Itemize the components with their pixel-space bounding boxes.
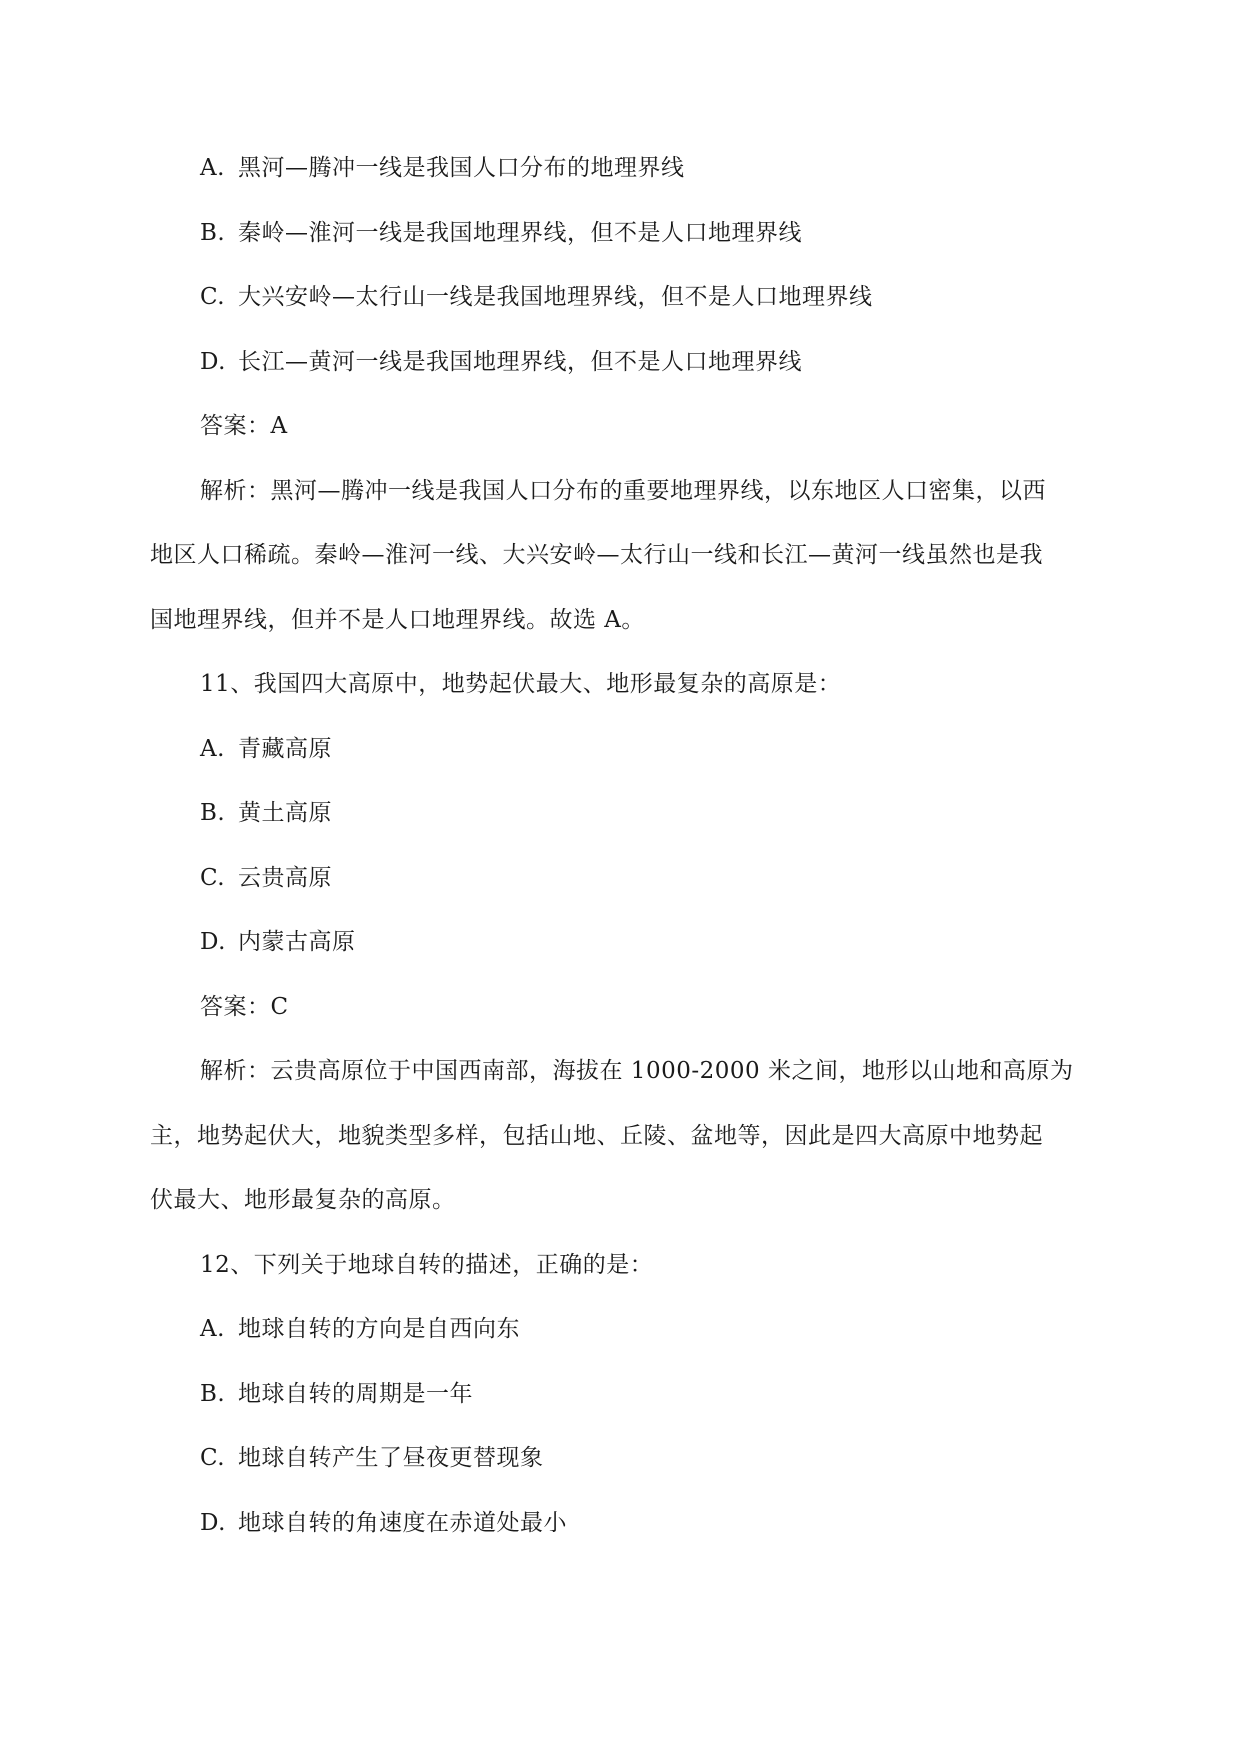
option-text: 青藏高原 bbox=[238, 736, 332, 762]
q10-analysis-line-3: 国地理界线，但并不是人口地理界线。故选 A。 bbox=[150, 607, 645, 633]
q11-option-c bbox=[200, 863, 1150, 893]
option-letter: A. bbox=[200, 1316, 225, 1342]
option-text: 内蒙古高原 bbox=[238, 929, 356, 955]
option-text: 黑河—腾冲一线是我国人口分布的地理界线 bbox=[238, 155, 685, 181]
q11-option-b bbox=[200, 798, 1150, 828]
option-letter: B. bbox=[200, 1381, 226, 1407]
q10-analysis-line-2: 地区人口稀疏。秦岭—淮河一线、大兴安岭—太行山一线和长江—黄河一线虽然也是我 bbox=[150, 542, 1043, 568]
q12-option-c bbox=[200, 1443, 1150, 1473]
option-text: 长江—黄河一线是我国地理界线，但不是人口地理界线 bbox=[238, 349, 802, 375]
option-text: 地球自转的角速度在赤道处最小 bbox=[238, 1510, 567, 1536]
q11-option-a bbox=[200, 734, 1150, 764]
q10-option-d bbox=[200, 347, 1150, 377]
q10-analysis-line-1: 解析：黑河—腾冲一线是我国人口分布的重要地理界线，以东地区人口密集，以西 bbox=[200, 478, 1046, 504]
option-letter: D. bbox=[200, 1510, 226, 1536]
option-letter: D. bbox=[200, 929, 226, 955]
q10-answer: 答案：A bbox=[200, 413, 288, 439]
option-text: 地球自转产生了昼夜更替现象 bbox=[238, 1445, 544, 1471]
q11-analysis-line-1: 解析：云贵高原位于中国西南部，海拔在 1000-2000 米之间，地形以山地和高原为 bbox=[200, 1058, 1074, 1084]
option-text: 地球自转的周期是一年 bbox=[238, 1381, 473, 1407]
option-letter: C. bbox=[200, 865, 226, 891]
option-letter: C. bbox=[200, 1445, 226, 1471]
q11-answer: 答案：C bbox=[200, 994, 289, 1020]
q11-question: 11、我国四大高原中，地势起伏最大、地形最复杂的高原是： bbox=[200, 671, 842, 697]
q10-option-a bbox=[200, 153, 1150, 183]
q11-option-d bbox=[200, 927, 1150, 957]
option-letter: B. bbox=[200, 220, 226, 246]
option-letter: B. bbox=[200, 800, 226, 826]
q12-question: 12、下列关于地球自转的描述，正确的是： bbox=[200, 1252, 654, 1278]
q11-analysis-line-3: 伏最大、地形最复杂的高原。 bbox=[150, 1187, 456, 1213]
q12-option-d bbox=[200, 1508, 1150, 1538]
option-letter: D. bbox=[200, 349, 226, 375]
option-text: 云贵高原 bbox=[238, 865, 332, 891]
q10-option-c bbox=[200, 282, 1150, 312]
q10-option-b bbox=[200, 218, 1150, 248]
q12-option-a bbox=[200, 1314, 1150, 1344]
option-letter: A. bbox=[200, 155, 225, 181]
option-letter: C. bbox=[200, 284, 226, 310]
option-text: 秦岭—淮河一线是我国地理界线，但不是人口地理界线 bbox=[238, 220, 802, 246]
option-text: 地球自转的方向是自西向东 bbox=[238, 1316, 520, 1342]
q11-analysis-line-2: 主，地势起伏大，地貌类型多样，包括山地、丘陵、盆地等，因此是四大高原中地势起 bbox=[150, 1123, 1043, 1149]
option-text: 黄土高原 bbox=[238, 800, 332, 826]
q12-option-b bbox=[200, 1379, 1150, 1409]
option-text: 大兴安岭—太行山一线是我国地理界线，但不是人口地理界线 bbox=[238, 284, 873, 310]
option-letter: A. bbox=[200, 736, 225, 762]
